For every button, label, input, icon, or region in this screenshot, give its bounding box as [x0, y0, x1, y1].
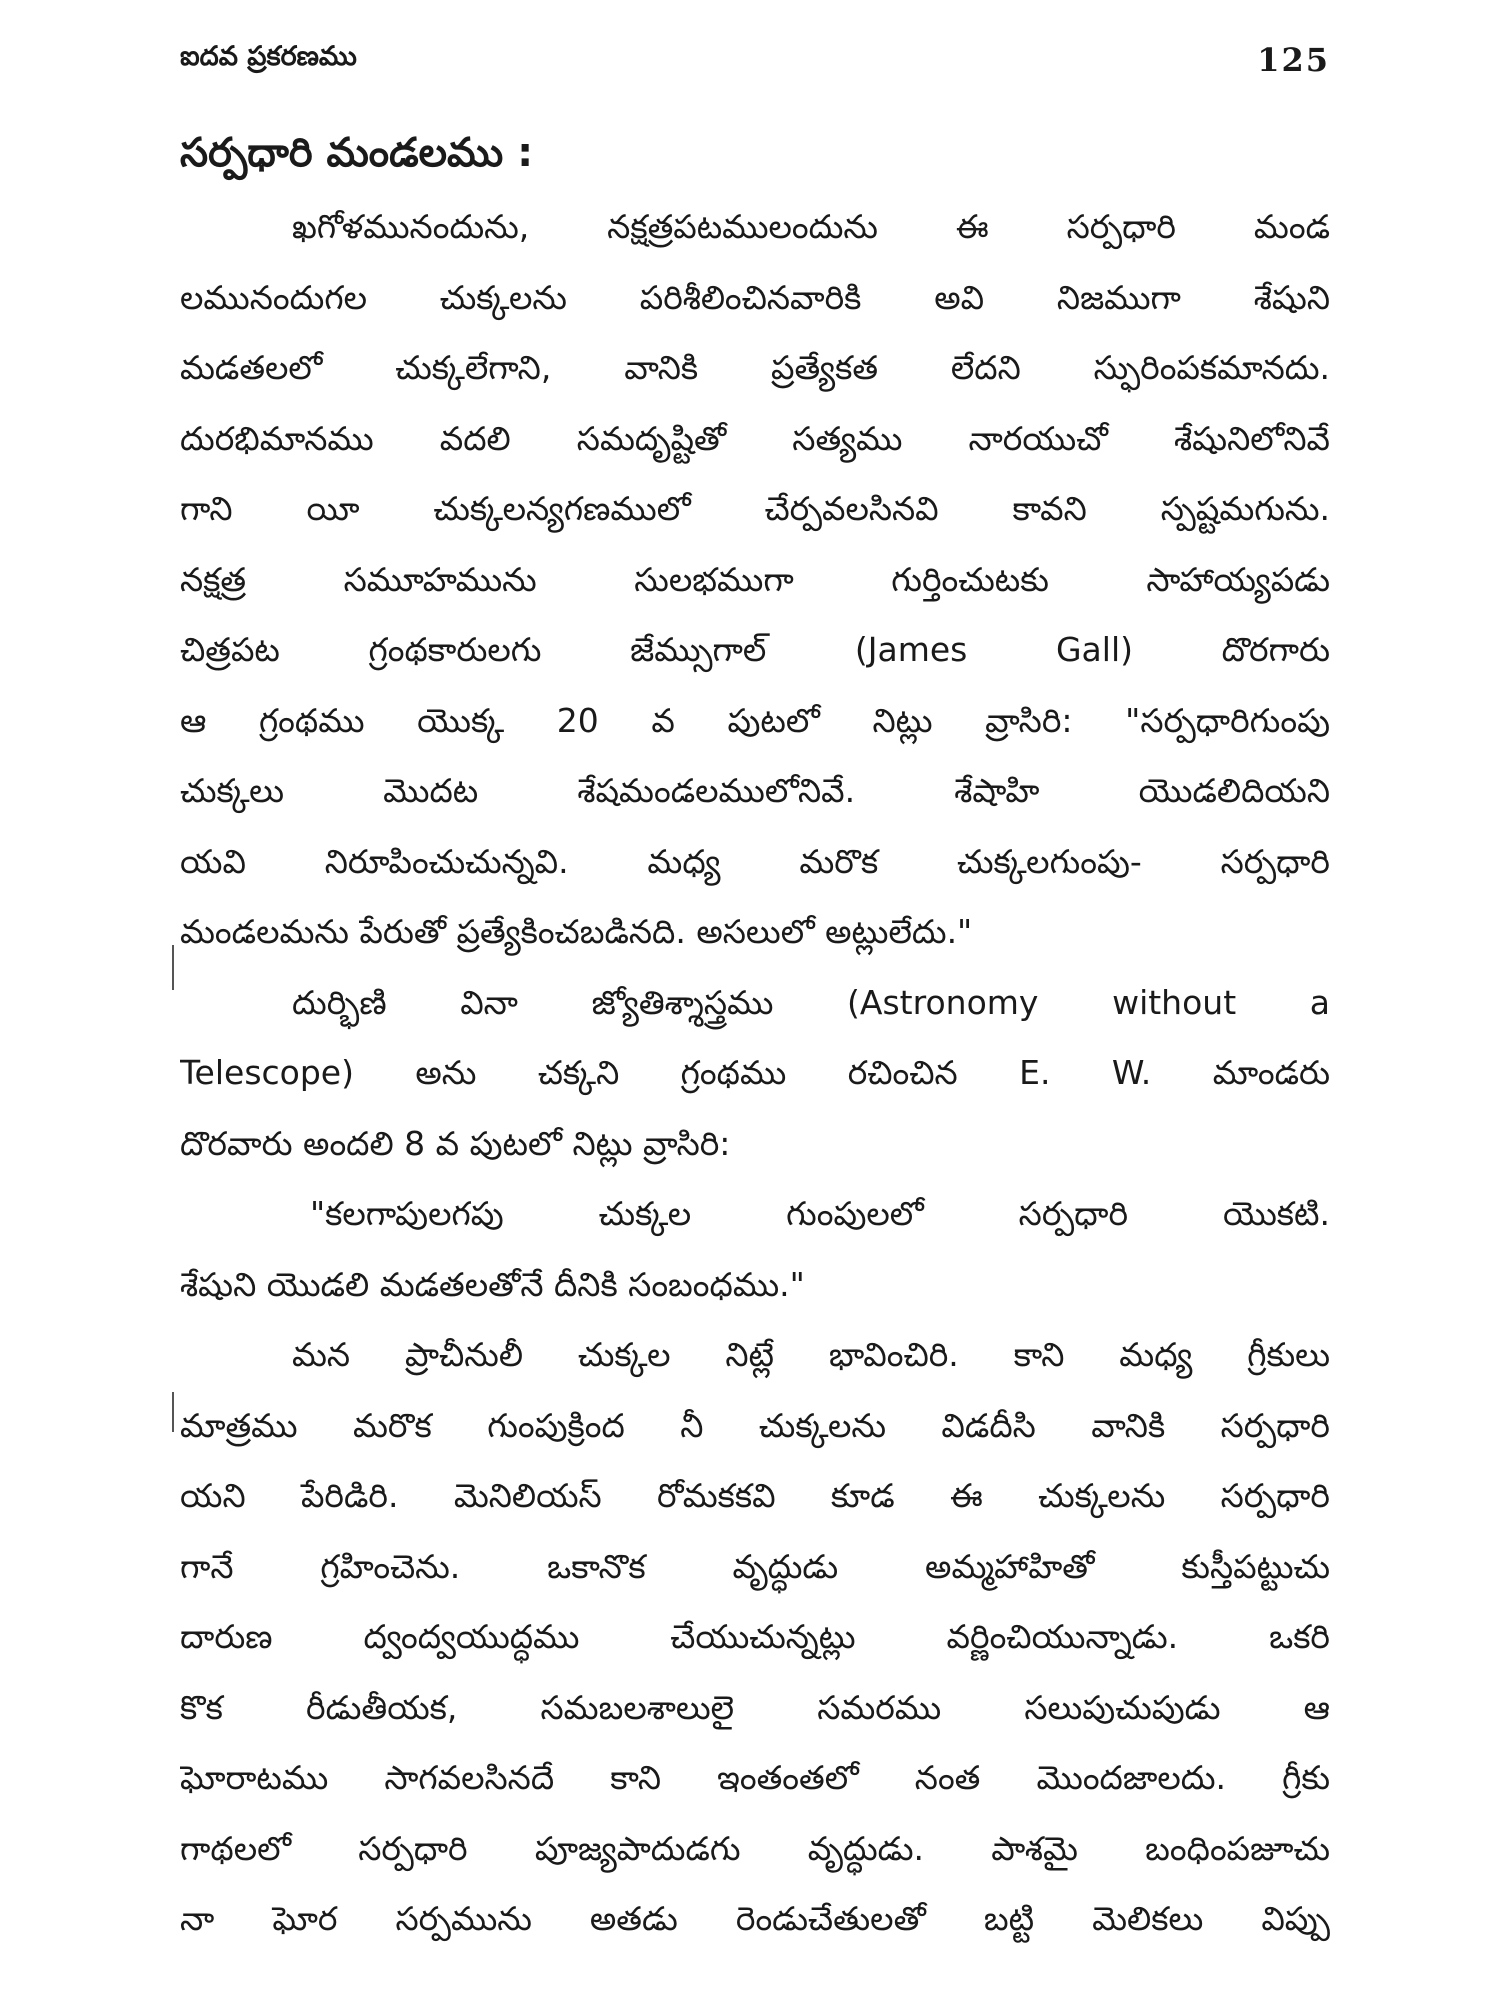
text-line: యని పేరిడిరి. మెనిలియస్ రోమకకవి కూడ ఈ చుక్కలను సర్పధారి [180, 1476, 1330, 1515]
text-line: నక్షత్ర సమూహమును సులభముగా గుర్తించుటకు సాహాయ్యపడు [180, 559, 1330, 599]
quote-line: శేషుని యొడలి మడతలతోనే దీనికి సంబంధము." [180, 1264, 805, 1304]
text-line: దురభిమానము వదలి సమదృష్టితో సత్యము నారయుచో శేషునిలోనివే [180, 418, 1330, 458]
text-line: ఘోరాటము సాగవలసినదే కాని ఇంతంతలో నంత మొందజాలదు. గ్రీకు [180, 1758, 1330, 1797]
text-line: దారుణ ద్వంద్వయుద్ధము చేయుచున్నట్లు వర్ణించియున్నాడు. ఒకరి [180, 1617, 1330, 1656]
running-header [180, 32, 1330, 88]
text-line: మాత్రము మరొక గుంపుక్రింద నీ చుక్కలను విడదీసి వానికి సర్పధారి [180, 1405, 1330, 1445]
text-line: ఖగోళమునందును, నక్షత్రపటములందును ఈ సర్పధారి మండ [292, 207, 1330, 246]
section-heading: సర్పధారి మండలము : [180, 130, 534, 176]
text-line: చుక్కలు మొదట శేషమండలములోనివే. శేషాహి యొడలిదియని [180, 771, 1330, 810]
text-line: యవి నిరూపించుచున్నవి. మధ్య మరొక చుక్కలగుంపు- సర్పధారి [180, 841, 1330, 881]
text-line: దుర్భిణి వినా జ్యోతిశ్శాస్త్రము (Astronomy without a [292, 982, 1330, 1022]
text-line: గానే గ్రహించెను. ఒకానొక వృద్ధుడు అమ్మహాహితో కుస్తీపట్టుచు [180, 1546, 1330, 1586]
body-text [180, 192, 1330, 1955]
text-line: కొక రీడుతీయక, సమబలశాలులై సమరము సలుపుచుపుడు ఆ [180, 1687, 1330, 1727]
text-line: చిత్రపట గ్రంథకారులగు జేమ్సుగాల్ (James Gall) దొరగారు [180, 630, 1330, 669]
text-line: గాని యీ చుక్కలన్యగణములో చేర్పవలసినవి కావని స్పష్టమగును. [180, 489, 1330, 528]
text-line: గాథలలో సర్పధారి పూజ్యపాదుడగు వృద్ధుడు. పాశమై బంధింపజూచు [180, 1828, 1330, 1868]
text-line: మడతలలో చుక్కలేగాని, వానికి ప్రత్యేకత లేదని స్ఫురింపకమానదు. [180, 348, 1330, 387]
text-line: ఆ గ్రంథము యొక్క 20 వ పుటలో నిట్లు వ్రాసిరి: "సర్పధారిగుంపు [180, 700, 1330, 740]
text-line: మండలమను పేరుతో ప్రత్యేకించబడినది. అసలులో అట్లులేదు." [180, 912, 973, 951]
text-line: లమునందుగల చుక్కలను పరిశీలించినవారికి అవి నిజముగా శేషుని [180, 277, 1330, 317]
chapter-title: ఐదవ ప్రకరణము [180, 41, 357, 72]
text-line: దొరవారు అందలి 8 వ పుటలో నిట్లు వ్రాసిరి: [180, 1123, 731, 1163]
margin-mark [172, 1392, 174, 1432]
quote-line: "కలగాపులగపు చుక్కల గుంపులలో సర్పధారి యొకటి. [310, 1194, 1330, 1233]
text-line: నా ఘోర సర్పమును అతడు రెండుచేతులతో బట్టి మెలికలు విప్పు [180, 1899, 1330, 1938]
text-line: మన ప్రాచీనులీ చుక్కల నిట్లే భావించిరి. కాని మధ్య గ్రీకులు [292, 1335, 1330, 1374]
text-line: Telescope) అను చక్కని గ్రంథము రచించిన E. W. మాండరు [180, 1053, 1330, 1092]
margin-mark [172, 945, 174, 990]
page-number: 125 [1257, 41, 1330, 79]
